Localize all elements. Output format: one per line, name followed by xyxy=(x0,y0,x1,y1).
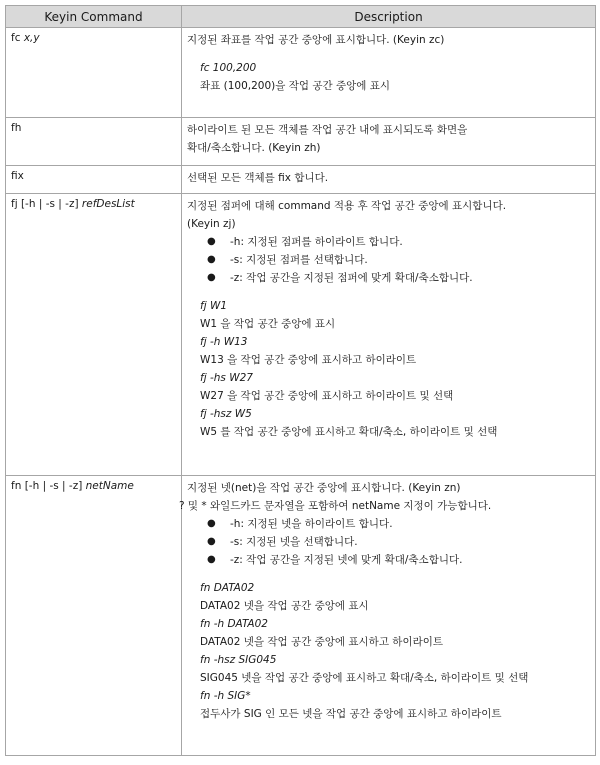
bullet-icon: ● xyxy=(207,272,216,283)
example-command: fn DATA02 xyxy=(200,582,255,594)
command-cell xyxy=(6,166,182,194)
keyin-command-table xyxy=(5,5,596,756)
bullet-icon: ● xyxy=(207,236,216,247)
example-command: fj -h W13 xyxy=(200,336,248,348)
description-cell xyxy=(182,28,596,118)
command-cell xyxy=(6,476,182,756)
example-command: fn -h SIG* xyxy=(200,690,251,702)
description-line: 하이라이트 된 모든 객체를 작업 공간 내에 표시되도록 화면을 xyxy=(187,124,468,136)
description-line: ? 및 * 와일드카드 문자열을 포함하여 netName 지정이 가능합니다. xyxy=(179,500,492,512)
list-item: ● -z: 작업 공간을 지정된 넷에 맞게 확대/축소합니다. xyxy=(187,551,590,569)
list-item: ● -h: 지정된 점퍼를 하이라이트 합니다. xyxy=(187,233,590,251)
example-command: fj -hsz W5 xyxy=(200,408,252,420)
description-line: 지정된 넷(net)을 작업 공간 중앙에 표시합니다. (Keyin zn) xyxy=(187,482,461,494)
example-text: W27 을 작업 공간 중앙에 표시하고 하이라이트 및 선택 xyxy=(200,390,454,402)
header-keyin-command: Keyin Command xyxy=(6,6,182,28)
description-cell xyxy=(182,166,596,194)
example-text: DATA02 넷을 작업 공간 중앙에 표시 xyxy=(200,600,369,612)
bullet-icon: ● xyxy=(207,536,216,547)
command-name: fc xyxy=(11,32,24,44)
command-name: fj [-h | -s | -z] xyxy=(11,198,82,210)
option-list xyxy=(187,515,590,569)
example-block xyxy=(187,579,590,723)
list-item: ● -s: 지정된 점퍼를 선택합니다. xyxy=(187,251,590,269)
table-row xyxy=(6,476,596,756)
list-item: ● -s: 지정된 넷을 선택합니다. xyxy=(187,533,590,551)
header-description: Description xyxy=(182,6,596,28)
command-argument: x,y xyxy=(23,32,40,44)
table-row xyxy=(6,194,596,476)
example-text: W5 를 작업 공간 중앙에 표시하고 확대/축소, 하이라이트 및 선택 xyxy=(200,426,498,438)
table-row xyxy=(6,28,596,118)
command-name: fh xyxy=(11,122,22,134)
example-command: fc 100,200 xyxy=(200,62,257,74)
description-cell xyxy=(182,118,596,166)
description-line: (Keyin zj) xyxy=(187,218,236,230)
example-command: fj -hs W27 xyxy=(200,372,253,384)
table-row xyxy=(6,118,596,166)
example-command: fn -hsz SIG045 xyxy=(200,654,277,666)
description-line: 지정된 좌표를 작업 공간 중앙에 표시합니다. (Keyin zc) xyxy=(187,34,445,46)
bullet-icon: ● xyxy=(207,254,216,265)
example-text: DATA02 넷을 작업 공간 중앙에 표시하고 하이라이트 xyxy=(200,636,444,648)
command-name: fn [-h | -s | -z] xyxy=(11,480,86,492)
bullet-icon: ● xyxy=(207,518,216,529)
example-block xyxy=(187,59,590,95)
list-item: ● -z: 작업 공간을 지정된 점퍼에 맞게 확대/축소합니다. xyxy=(187,269,590,287)
command-cell xyxy=(6,194,182,476)
description-line: 확대/축소합니다. (Keyin zh) xyxy=(187,142,321,154)
header-row xyxy=(6,6,596,28)
example-text: 좌표 (100,200)을 작업 공간 중앙에 표시 xyxy=(200,80,391,92)
list-item: ● -h: 지정된 넷을 하이라이트 합니다. xyxy=(187,515,590,533)
command-cell xyxy=(6,118,182,166)
description-cell xyxy=(182,194,596,476)
example-text: 접두사가 SIG 인 모든 넷을 작업 공간 중앙에 표시하고 하이라이트 xyxy=(200,708,502,720)
example-text: W1 을 작업 공간 중앙에 표시 xyxy=(200,318,336,330)
table-row xyxy=(6,166,596,194)
example-block xyxy=(187,297,590,441)
command-cell xyxy=(6,28,182,118)
option-list xyxy=(187,233,590,287)
command-argument: netName xyxy=(85,480,134,492)
example-command: fj W1 xyxy=(200,300,228,312)
description-line: 지정된 점퍼에 대해 command 적용 후 작업 공간 중앙에 표시합니다. xyxy=(187,200,507,212)
bullet-icon: ● xyxy=(207,554,216,565)
example-text: SIG045 넷을 작업 공간 중앙에 표시하고 확대/축소, 하이라이트 및 선택 xyxy=(200,672,529,684)
description-line: 선택된 모든 객체를 fix 합니다. xyxy=(187,172,329,184)
description-cell xyxy=(179,476,596,756)
example-text: W13 을 작업 공간 중앙에 표시하고 하이라이트 xyxy=(200,354,417,366)
command-argument: refDesList xyxy=(81,198,135,210)
command-name: fix xyxy=(11,170,24,182)
example-command: fn -h DATA02 xyxy=(200,618,268,630)
